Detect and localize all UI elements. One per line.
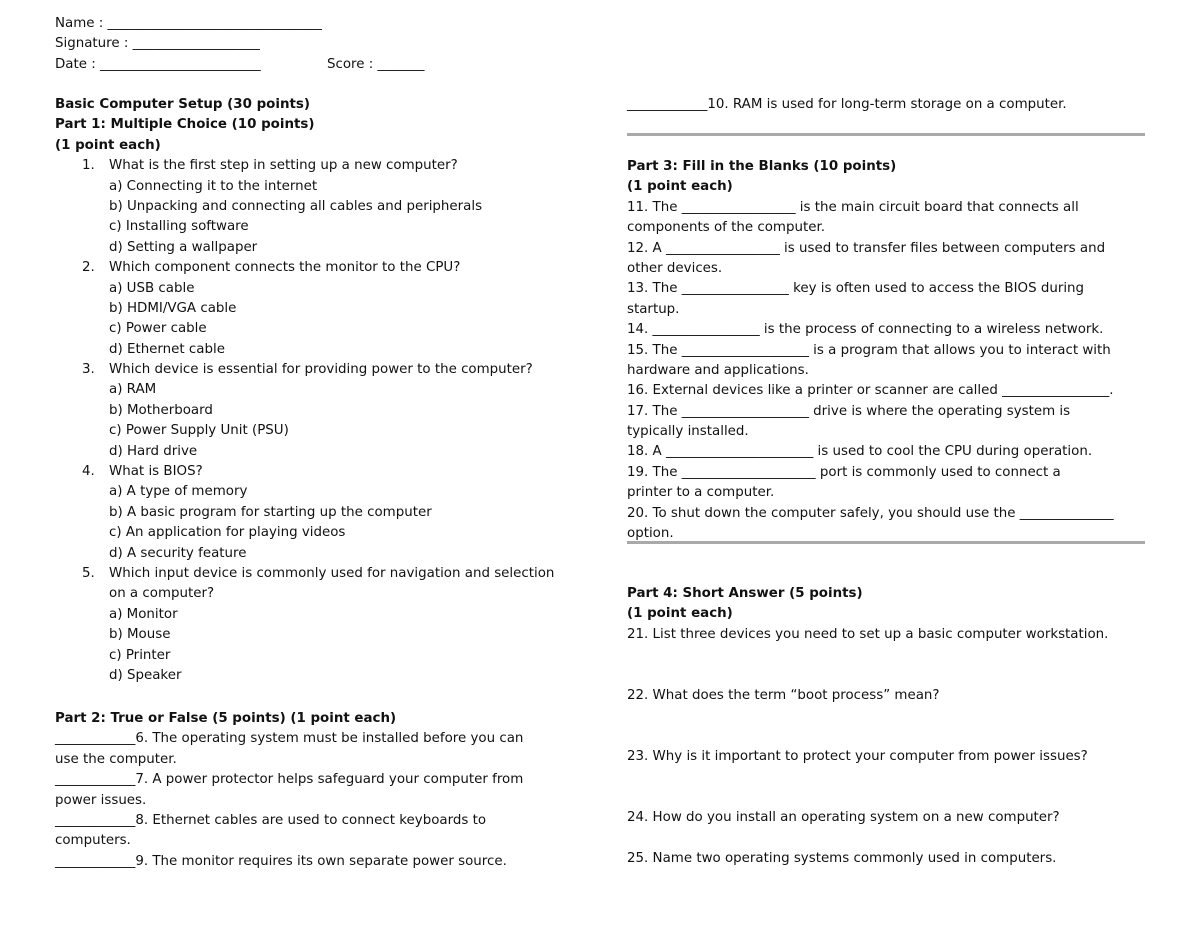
answer-option: b) Mouse — [109, 627, 171, 643]
answer-option: b) Unpacking and connecting all cables and peripherals — [109, 198, 483, 214]
multiple-choice-list — [55, 156, 575, 686]
true-false-statement: power issues. — [55, 792, 147, 808]
multiple-choice-question — [55, 156, 575, 258]
answer-option: a) Monitor — [109, 606, 178, 622]
part2-heading: Part 2: True or False (5 points) (1 point each) — [55, 711, 397, 726]
answer-option: c) Installing software — [109, 219, 249, 235]
fill-in-blank-line: 19. The ____________________ port is commonly used to connect a — [627, 464, 1061, 480]
question-number: 5. — [82, 565, 95, 581]
student-info-block — [55, 14, 575, 75]
answer-option: b) Motherboard — [109, 402, 213, 418]
answer-option: d) Speaker — [109, 667, 182, 683]
question-number: 1. — [82, 158, 95, 174]
short-answer-question: 24. How do you install an operating system on a new computer? — [627, 810, 1060, 825]
answer-option: a) Connecting it to the internet — [109, 178, 318, 194]
question-text — [55, 360, 575, 380]
true-false-item — [55, 852, 575, 872]
part1-points-each: (1 point each) — [55, 137, 161, 153]
question-text — [55, 564, 575, 584]
answer-option: c) Power Supply Unit (PSU) — [109, 423, 289, 439]
fill-in-blank-line: startup. — [627, 301, 680, 317]
true-false-list — [55, 729, 575, 872]
short-answer-question: 21. List three devices you need to set up a basic computer workstation. — [627, 627, 1109, 642]
true-false-statement: ____________6. The operating system must be installed before you can — [55, 731, 524, 747]
answer-option: a) A type of memory — [109, 484, 248, 500]
fill-in-blank-line: 13. The ________________ key is often used to access the BIOS during — [627, 281, 1085, 297]
fill-in-blank-line: typically installed. — [627, 424, 749, 440]
fill-in-blank-line: 17. The ___________________ drive is where the operating system is — [627, 403, 1071, 419]
fill-in-blank-line: printer to a computer. — [627, 485, 775, 501]
signature-field: Signature : ___________________ — [55, 36, 260, 52]
question-number: 4. — [82, 464, 95, 480]
fill-in-blank-line: 16. External devices like a printer or scanner are called ________________. — [627, 383, 1114, 399]
fill-in-blank-line: components of the computer. — [627, 220, 825, 236]
question-line: What is the first step in setting up a new computer? — [109, 158, 458, 174]
answer-option: d) Hard drive — [109, 443, 198, 459]
fill-in-blank-list — [627, 198, 1147, 545]
part3-heading: Part 3: Fill in the Blanks (10 points) — [627, 159, 897, 174]
divider-rule — [627, 541, 1145, 544]
answer-option: b) HDMI/VGA cable — [109, 300, 237, 316]
answer-option: a) RAM — [109, 382, 157, 398]
name-field: Name : ________________________________ — [55, 16, 322, 31]
question-text — [55, 156, 575, 176]
fill-in-blank-line: 14. ________________ is the process of connecting to a wireless network. — [627, 322, 1104, 338]
part1-section — [55, 95, 575, 686]
multiple-choice-question — [55, 462, 575, 564]
fill-in-blank-line: 18. A ______________________ is used to cool the CPU during operation. — [627, 444, 1093, 460]
answer-option: a) USB cable — [109, 280, 195, 296]
true-false-item — [55, 729, 575, 770]
question-number: 3. — [82, 362, 95, 378]
true-false-item-10 — [627, 95, 1147, 115]
fill-in-blank-line: 20. To shut down the computer safely, you should use the ______________ — [627, 505, 1114, 521]
question-text — [55, 462, 575, 482]
short-answer-question: 25. Name two operating systems commonly used in computers. — [627, 851, 1057, 866]
answer-option: d) Setting a wallpaper — [109, 239, 258, 255]
short-answer-question: 22. What does the term “boot process” mean? — [627, 688, 940, 703]
fill-in-blank-line: 15. The ___________________ is a program that allows you to interact with — [627, 342, 1111, 358]
worksheet-title: Basic Computer Setup (30 points) — [55, 97, 310, 112]
true-false-item — [55, 770, 575, 811]
part3-section — [627, 157, 1147, 544]
part3-points-each: (1 point each) — [627, 179, 733, 195]
short-answer-question: 23. Why is it important to protect your computer from power issues? — [627, 749, 1088, 764]
question-line: What is BIOS? — [109, 464, 203, 480]
true-false-statement: ____________10. RAM is used for long-term storage on a computer. — [627, 97, 1067, 112]
true-false-item — [55, 811, 575, 852]
fill-in-blank-line: 12. A _________________ is used to transfer files between computers and — [627, 240, 1106, 256]
part1-heading: Part 1: Multiple Choice (10 points) — [55, 117, 315, 133]
question-text — [55, 584, 575, 604]
true-false-statement: ____________9. The monitor requires its own separate power source. — [55, 853, 507, 869]
multiple-choice-question — [55, 564, 575, 686]
date-score-row — [55, 55, 575, 75]
fill-in-blank-line: hardware and applications. — [627, 362, 809, 378]
fill-in-blank-line: 11. The _________________ is the main circuit board that connects all — [627, 199, 1079, 215]
question-line: Which component connects the monitor to the CPU? — [109, 260, 461, 276]
fill-in-blank-line: option. — [627, 526, 674, 542]
answer-option: b) A basic program for starting up the computer — [109, 504, 432, 520]
answer-option: d) Ethernet cable — [109, 341, 225, 357]
part4-heading: Part 4: Short Answer (5 points) — [627, 586, 863, 601]
question-line: Which device is essential for providing power to the computer? — [109, 362, 533, 378]
multiple-choice-question — [55, 258, 575, 360]
multiple-choice-question — [55, 360, 575, 462]
answer-option: c) Printer — [109, 647, 171, 663]
question-text — [55, 258, 575, 278]
true-false-statement: computers. — [55, 833, 131, 849]
question-line: on a computer? — [109, 586, 215, 602]
part4-section — [627, 584, 1147, 625]
answer-option: c) An application for playing videos — [109, 525, 346, 541]
question-number: 2. — [82, 260, 95, 276]
answer-option: d) A security feature — [109, 545, 247, 561]
score-field: Score : _______ — [327, 56, 425, 72]
fill-in-blank-line: other devices. — [627, 260, 723, 276]
answer-option: c) Power cable — [109, 321, 207, 337]
true-false-statement: use the computer. — [55, 751, 177, 767]
true-false-statement: ____________8. Ethernet cables are used to connect keyboards to — [55, 812, 487, 828]
question-line: Which input device is commonly used for navigation and selection — [109, 565, 555, 581]
divider-rule — [627, 133, 1145, 136]
part4-points-each: (1 point each) — [627, 606, 733, 622]
date-field: Date : ________________________ — [55, 56, 261, 72]
true-false-statement: ____________7. A power protector helps safeguard your computer from — [55, 772, 524, 788]
part2-section — [55, 709, 575, 872]
